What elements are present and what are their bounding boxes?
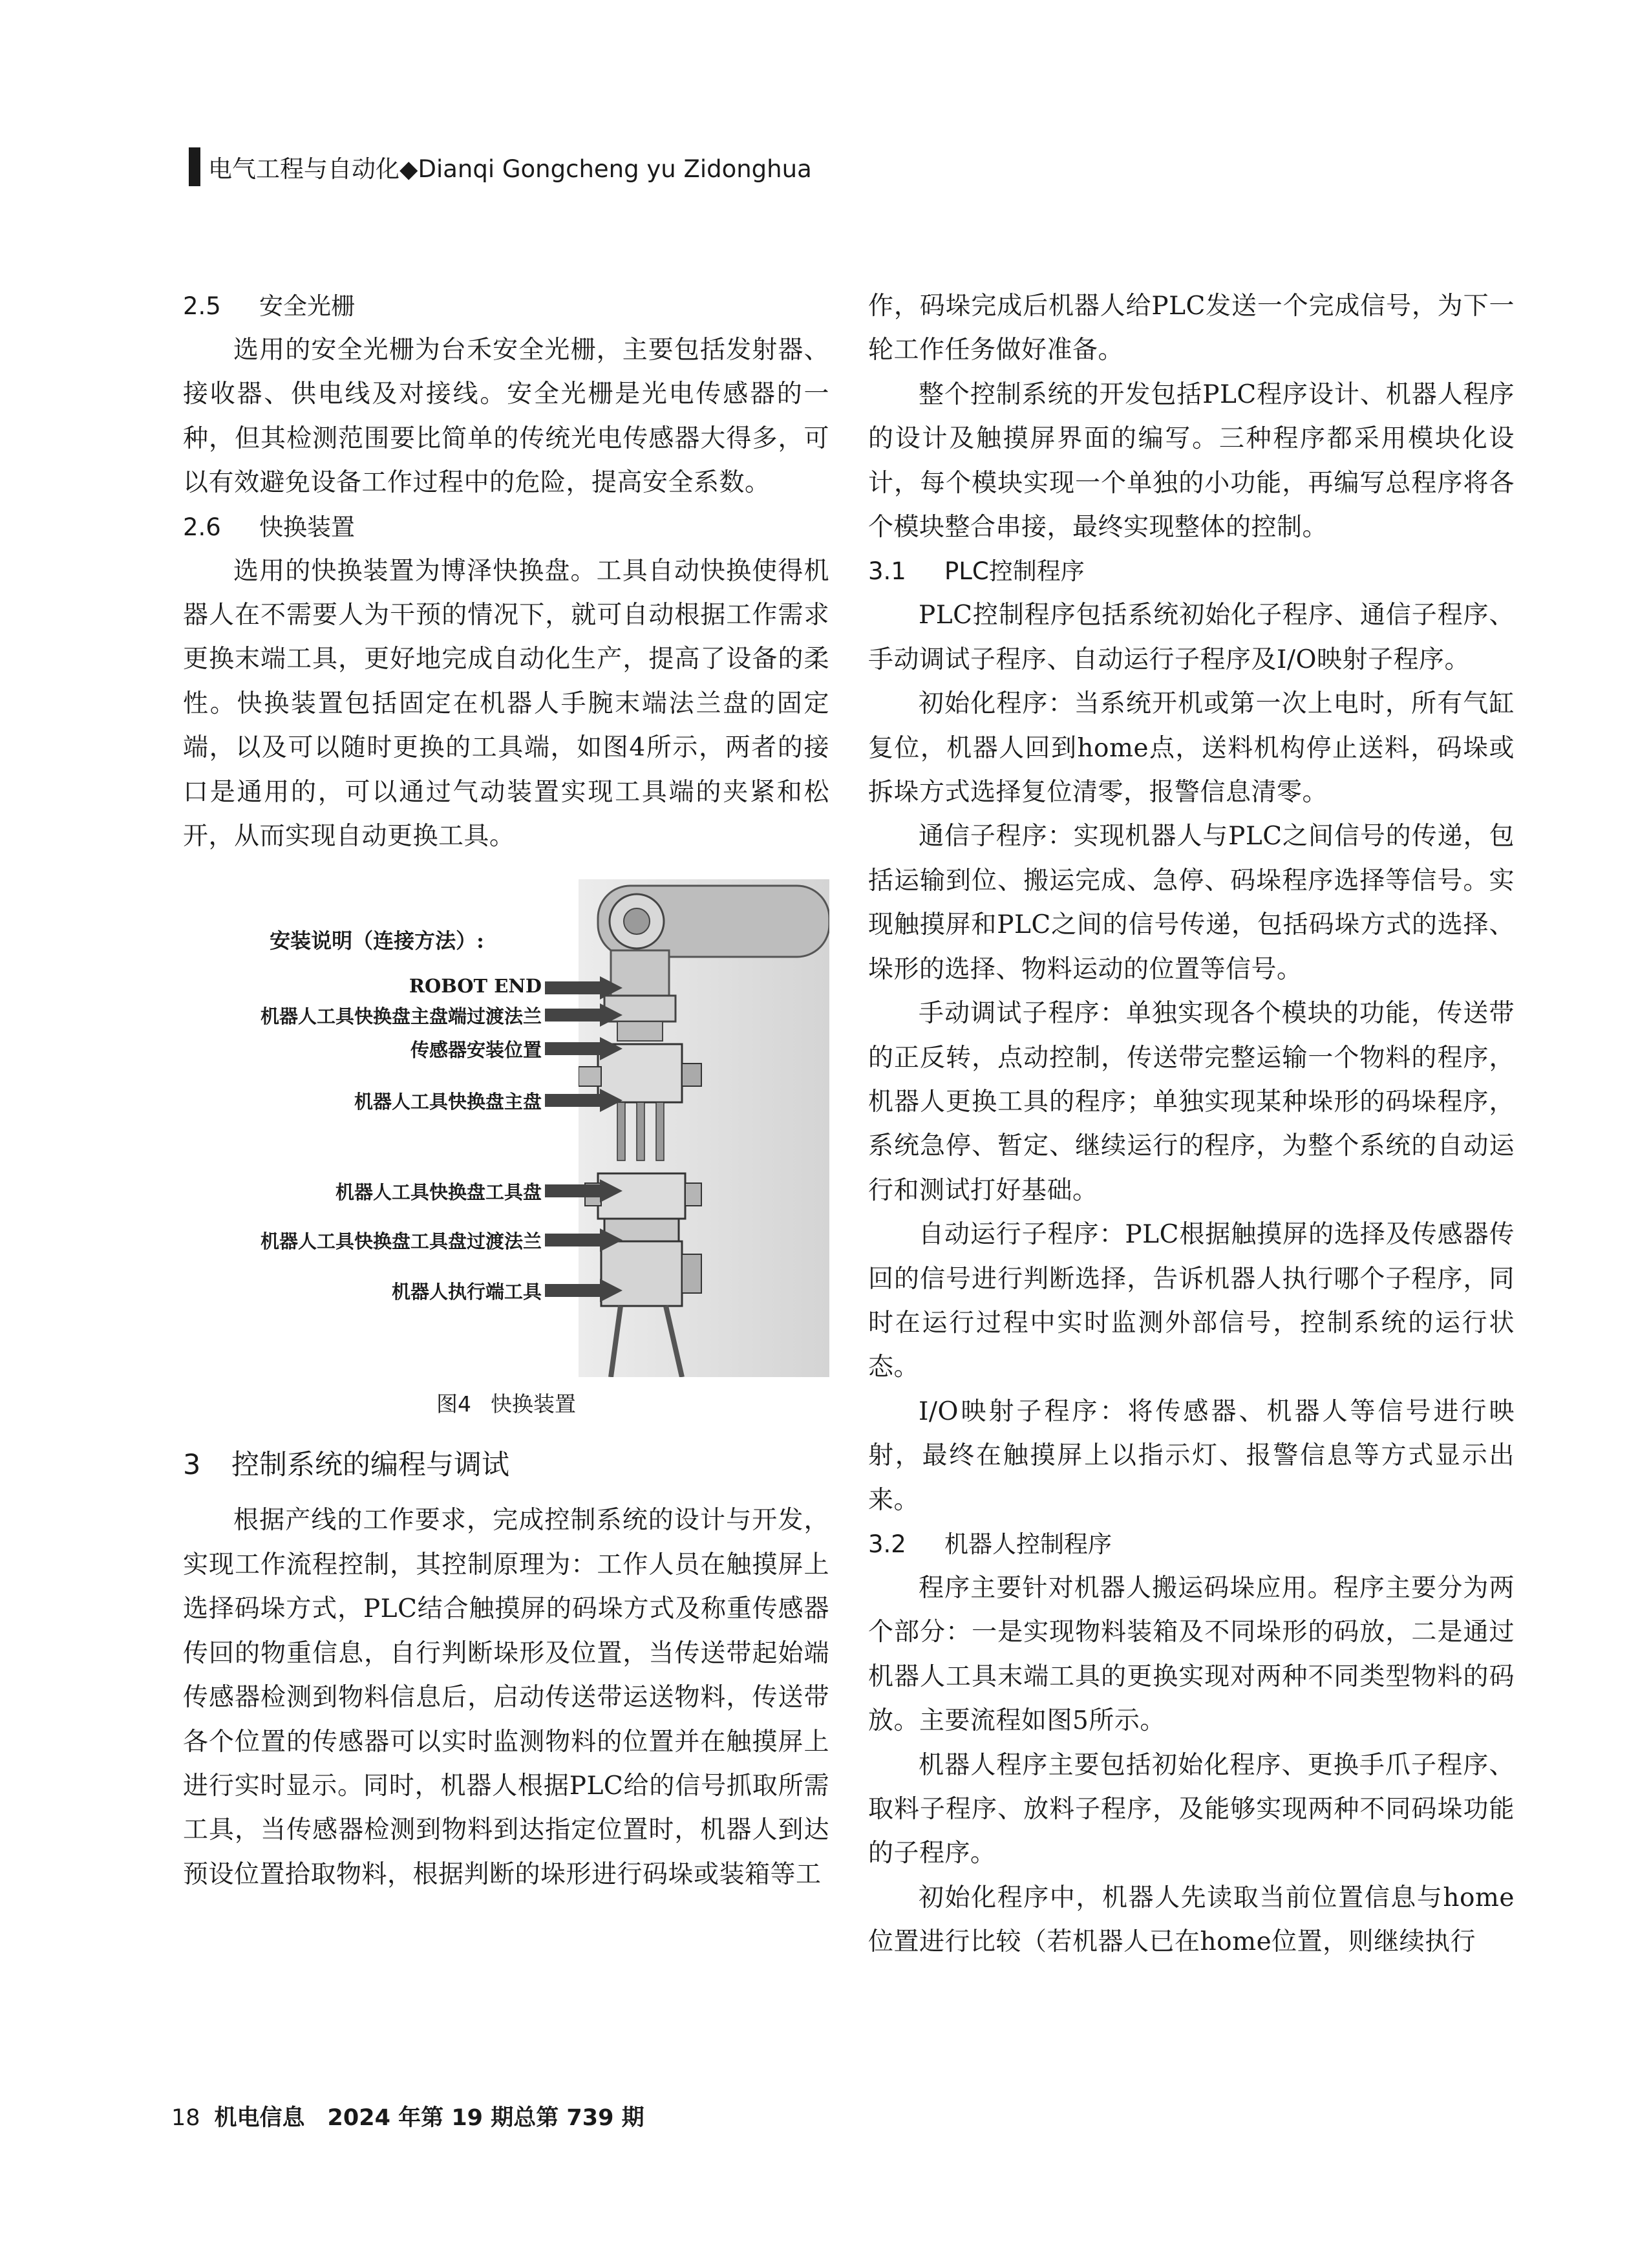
section-title: PLC控制程序 [944, 557, 1085, 586]
label-end-tool: 机器人执行端工具 [391, 1281, 542, 1303]
paragraph-continued: 作，码垛完成后机器人给PLC发送一个完成信号，为下一轮工作任务做好准备。 [868, 292, 1515, 365]
figure-install-title: 安装说明（连接方法）: [270, 928, 484, 954]
figure-number: 图4 [436, 1391, 471, 1417]
figure-caption [183, 1385, 829, 1428]
paragraph: 程序主要针对机器人搬运码垛应用。程序主要分为两个部分：一是实现物料装箱及不同垛形的码放，二是通过机器人工具末端工具的更换实现对两种不同类型物料的码放。主要流程如图5所示。 [868, 1573, 1515, 1736]
page-number: 18 [171, 2105, 200, 2131]
label-robot-end: ROBOT END [409, 975, 542, 998]
chapter-title: 控制系统的编程与调试 [231, 1449, 509, 1482]
running-header [189, 147, 812, 186]
section-heading [183, 284, 829, 328]
section-heading [868, 1523, 1515, 1567]
label-tool-flange: 机器人工具快换盘工具盘过渡法兰 [260, 1230, 542, 1253]
section-heading [868, 550, 1515, 594]
figure-quick-change [183, 879, 829, 1377]
paragraph: I/O映射子程序：将传感器、机器人等信号进行映射，最终在触摸屏上以指示灯、报警信息等方式显示出来。 [868, 1396, 1515, 1515]
paragraph: 手动调试子程序：单独实现各个模块的功能，传送带的正反转，点动控制，传送带完整运输一个物料的程序，机器人更换工具的程序；单独实现某种垛形的码垛程序，系统急停、暂定、继续运行的程序，为整个系统的自动运行和测试打好基础。 [868, 999, 1515, 1205]
header-bar [189, 147, 200, 186]
section-title: 快换装置 [259, 513, 355, 541]
label-master-plate: 机器人工具快换盘主盘 [354, 1091, 542, 1113]
arrow-icon [545, 1279, 622, 1302]
paragraph: 机器人程序主要包括初始化程序、更换手爪子程序、取料子程序、放料子程序，及能够实现两种不同码垛功能的子程序。 [868, 1750, 1515, 1868]
journal-issue: 机电信息 2024 年第 19 期总第 739 期 [214, 2105, 644, 2131]
paragraph: 选用的快换装置为博泽快换盘。工具自动快换使得机器人在不需要人为干预的情况下，就可自动根据工作需求更换末端工具，更好地完成自动化生产，提高了设备的柔性。快换装置包括固定在机器人手腕末端法兰盘的固定端，以及可以随时更换的工具端，如图4所示，两者的接口是通用的，可以通过气动装置实现工具端的夹紧和松开，从而实现自动更换工具。 [183, 556, 829, 851]
paragraph: 初始化程序中，机器人先读取当前位置信息与home位置进行比较（若机器人已在home位置，则继续执行 [868, 1883, 1515, 1957]
arrow-icon [545, 976, 622, 1000]
page-footer [171, 2100, 644, 2132]
arrow-icon [545, 1089, 622, 1112]
section-number: 3.2 [868, 1530, 906, 1558]
label-sensor-position: 传感器安装位置 [410, 1039, 542, 1062]
paragraph: 整个控制系统的开发包括PLC程序设计、机器人程序的设计及触摸屏界面的编写。三种程序都采用模块化设计，每个模块实现一个单独的小功能，再编写总程序将各个模块整合串接，最终实现整体的控制。 [868, 380, 1515, 542]
arrow-icon [545, 1179, 622, 1203]
figure-caption-text: 快换装置 [491, 1391, 576, 1417]
paragraph: 初始化程序：当系统开机或第一次上电时，所有气缸复位，机器人回到home点，送料机构停止送料，码垛或拆垛方式选择复位清零，报警信息清零。 [868, 689, 1515, 808]
arrow-icon [545, 1228, 622, 1252]
quick-change-device-illustration [579, 879, 829, 1377]
label-master-flange: 机器人工具快换盘主盘端过渡法兰 [260, 1005, 542, 1028]
chapter-number: 3 [183, 1449, 201, 1482]
paragraph: 通信子程序：实现机器人与PLC之间信号的传递，包括运输到位、搬运完成、急停、码垛程序选择等信号。实现触摸屏和PLC之间的信号传递，包括码垛方式的选择、垛形的选择、物料运动的位置等信号。 [868, 822, 1515, 984]
header-title: 电气工程与自动化◆Dianqi Gongcheng yu Zidonghua [208, 155, 812, 183]
paragraph: 自动运行子程序：PLC根据触摸屏的选择及传感器传回的信号进行判断选择，告诉机器人执行哪个子程序，同时在运行过程中实时监测外部信号，控制系统的运行状态。 [868, 1220, 1515, 1382]
section-title: 安全光栅 [259, 292, 355, 320]
paragraph: PLC控制程序包括系统初始化子程序、通信子程序、手动调试子程序、自动运行子程序及I/O映射子程序。 [868, 601, 1515, 674]
section-number: 2.5 [183, 292, 221, 320]
right-column [868, 284, 1515, 1965]
arrow-icon [545, 1003, 622, 1027]
section-heading [183, 506, 829, 550]
paragraph: 根据产线的工作要求，完成控制系统的设计与开发，实现工作流程控制，其控制原理为：工作人员在触摸屏上选择码垛方式，PLC结合触摸屏的码垛方式及称重传感器传回的物重信息，自行判断垛形及位置，当传送带起始端传感器检测到物料信息后，启动传送带运送物料，传送带各个位置的传感器可以实时监测物料的位置并在触摸屏上进行实时显示。同时，机器人根据PLC给的信号抓取所需工具，当传感器检测到物料到达指定位置时，机器人到达预设位置拾取物料，根据判断的垛形进行码垛或装箱等工 [183, 1506, 829, 1889]
section-number: 2.6 [183, 513, 221, 541]
figure-photo [579, 879, 829, 1377]
section-title: 机器人控制程序 [944, 1530, 1112, 1558]
arrow-icon [545, 1037, 622, 1060]
paragraph: 选用的安全光栅为台禾安全光栅，主要包括发射器、接收器、供电线及对接线。安全光栅是光电传感器的一种，但其检测范围要比简单的传统光电传感器大得多，可以有效避免设备工作过程中的危险，提高安全系数。 [183, 336, 829, 498]
chapter-heading [183, 1428, 829, 1499]
label-tool-plate: 机器人工具快换盘工具盘 [335, 1181, 542, 1204]
left-column [183, 284, 829, 1897]
section-number: 3.1 [868, 557, 906, 586]
